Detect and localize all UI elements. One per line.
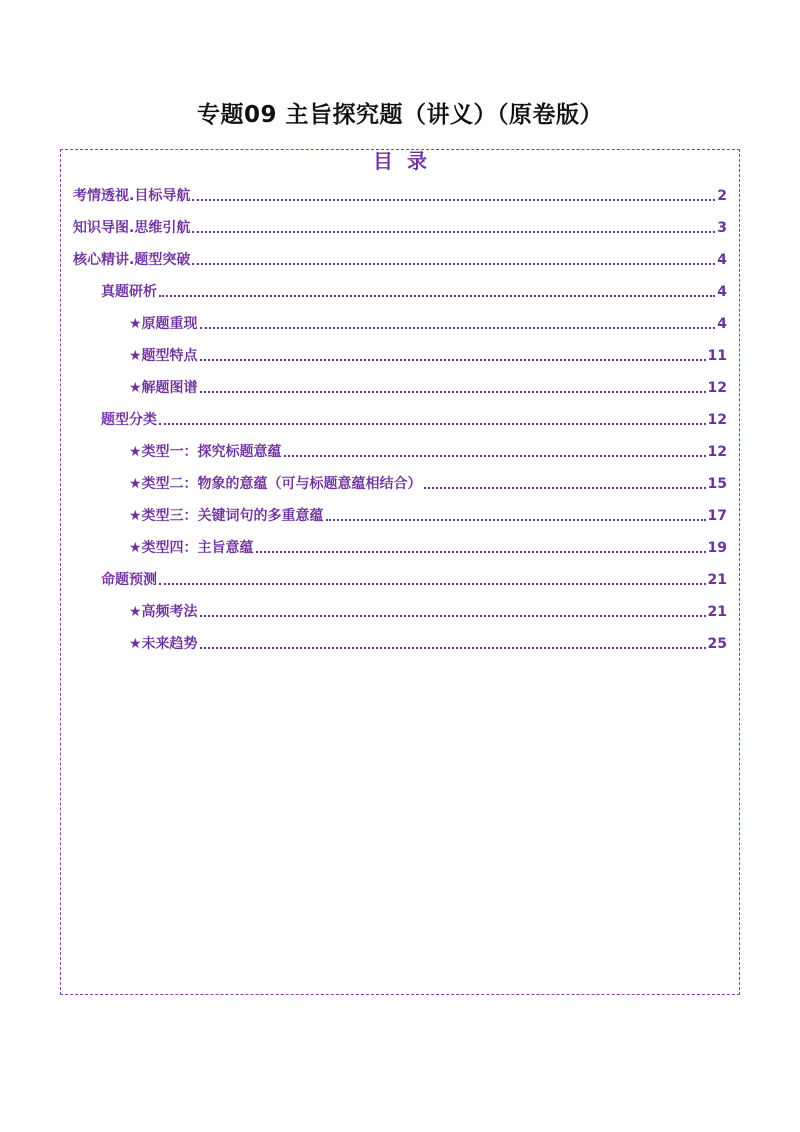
toc-entry-page: 17 xyxy=(707,508,727,524)
toc-entry-label: ★未来趋势 xyxy=(129,636,198,652)
dot-leader xyxy=(200,647,706,649)
toc-entry-page: 21 xyxy=(707,604,727,620)
dot-leader xyxy=(159,295,715,297)
toc-entry-future-trends[interactable] xyxy=(61,631,727,653)
toc-heading: 目录 xyxy=(373,149,441,173)
toc-entry-question-features[interactable] xyxy=(61,343,727,365)
toc-entry-high-frequency[interactable] xyxy=(61,599,727,621)
toc-entry-question-types[interactable] xyxy=(61,407,727,429)
toc-entry-label: ★类型三：关键词句的多重意蕴 xyxy=(129,508,324,524)
toc-entry-label: 核心精讲.题型突破 xyxy=(73,252,191,268)
toc-entry-page: 4 xyxy=(717,252,727,268)
toc-entry-label: ★类型四：主旨意蕴 xyxy=(129,540,254,556)
toc-entry-page: 12 xyxy=(707,444,727,460)
toc-entry-page: 2 xyxy=(717,188,727,204)
toc-entry-page: 11 xyxy=(707,348,727,364)
dot-leader xyxy=(159,423,706,425)
dot-leader xyxy=(424,487,706,489)
toc-entry-label: 题型分类 xyxy=(101,412,157,428)
table-of-contents xyxy=(60,149,740,995)
dot-leader xyxy=(192,231,715,233)
toc-entry-label: 真题研析 xyxy=(101,284,157,300)
dot-leader xyxy=(200,327,715,329)
toc-entry-page: 4 xyxy=(717,316,727,332)
toc-entry-label: ★类型一：探究标题意蕴 xyxy=(129,444,282,460)
toc-entry-page: 15 xyxy=(707,476,727,492)
dot-leader xyxy=(284,455,706,457)
toc-entry-type-one[interactable] xyxy=(61,439,727,461)
toc-entry-label: ★原题重现 xyxy=(129,316,198,332)
toc-entry-label: 知识导图.思维引航 xyxy=(73,220,191,236)
toc-entry-page: 25 xyxy=(707,636,727,652)
dot-leader xyxy=(200,615,706,617)
toc-entry-label: ★题型特点 xyxy=(129,348,198,364)
toc-entry-label: ★解题图谱 xyxy=(129,380,198,396)
dot-leader xyxy=(192,199,715,201)
toc-entry-page: 19 xyxy=(707,540,727,556)
dot-leader xyxy=(200,391,706,393)
toc-entry-page: 21 xyxy=(707,572,727,588)
toc-entry-page: 3 xyxy=(717,220,727,236)
toc-entry-label: ★高频考法 xyxy=(129,604,198,620)
dot-leader xyxy=(200,359,706,361)
toc-entry-page: 4 xyxy=(717,284,727,300)
toc-entry-type-three[interactable] xyxy=(61,503,727,525)
toc-entry-type-two[interactable] xyxy=(61,471,727,493)
toc-entry-core-lecture[interactable] xyxy=(61,247,727,269)
toc-entry-type-four[interactable] xyxy=(61,535,727,557)
toc-entry-prediction[interactable] xyxy=(61,567,727,589)
toc-entry-past-exam-analysis[interactable] xyxy=(61,279,727,301)
toc-entry-knowledge-map[interactable] xyxy=(61,215,727,237)
toc-entry-page: 12 xyxy=(707,380,727,396)
toc-entry-exam-overview[interactable] xyxy=(61,183,727,205)
document-title: 专题09 主旨探究题（讲义）（原卷版） xyxy=(196,102,603,128)
toc-entry-original-questions[interactable] xyxy=(61,311,727,333)
toc-entry-label: ★类型二：物象的意蕴（可与标题意蕴相结合） xyxy=(129,476,422,492)
toc-entry-label: 命题预测 xyxy=(101,572,157,588)
toc-entry-page: 12 xyxy=(707,412,727,428)
dot-leader xyxy=(256,551,706,553)
dot-leader xyxy=(159,583,706,585)
toc-entry-solution-map[interactable] xyxy=(61,375,727,397)
dot-leader xyxy=(326,519,706,521)
toc-entry-label: 考情透视.目标导航 xyxy=(73,188,191,204)
dot-leader xyxy=(192,263,715,265)
